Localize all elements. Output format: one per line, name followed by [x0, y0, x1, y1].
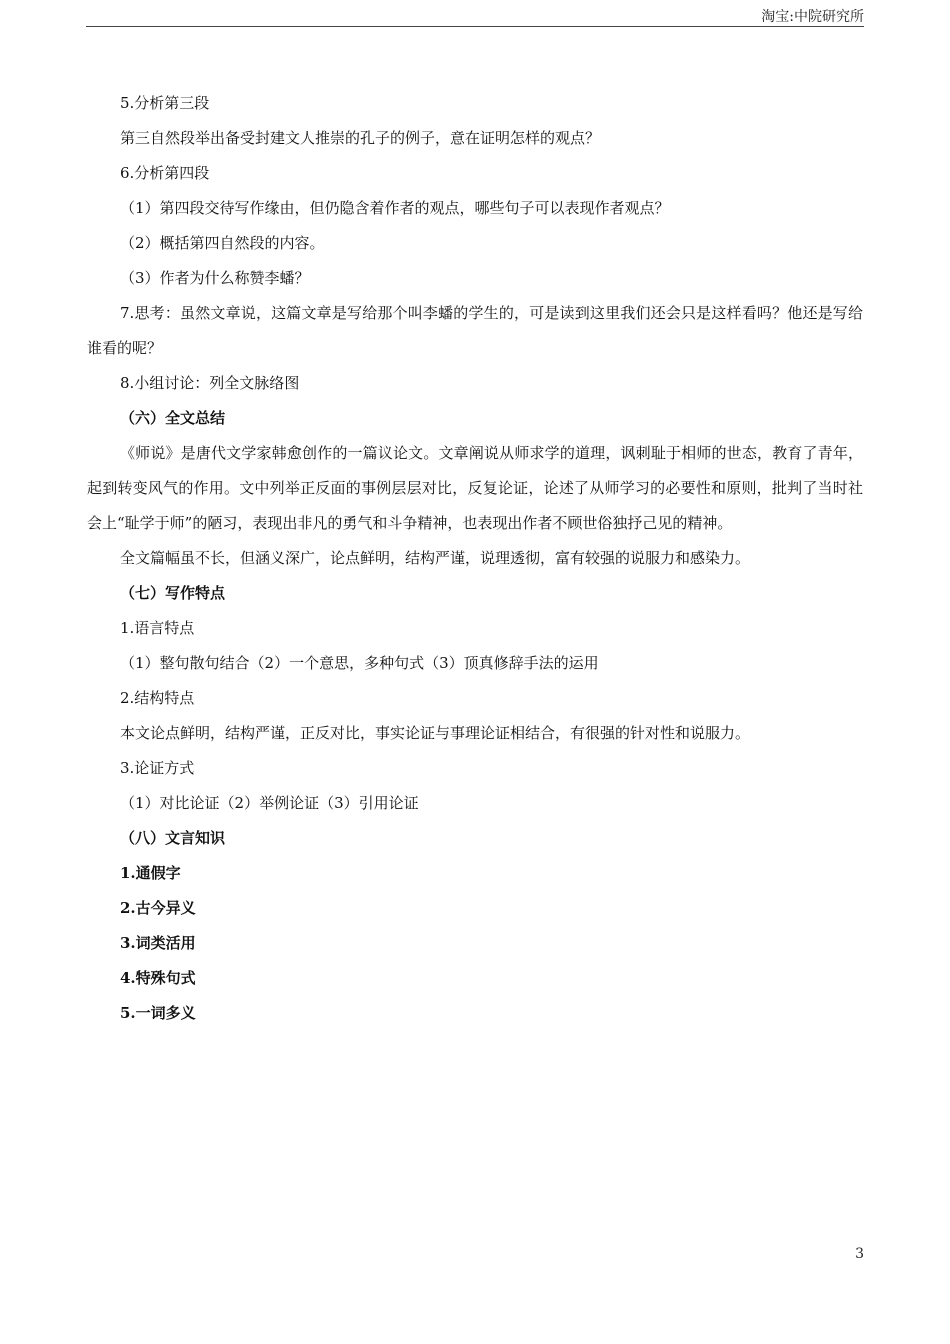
- item-6-question-1: （1）第四段交待写作缘由，但仍隐含着作者的观点，哪些句子可以表现作者观点？: [120, 199, 670, 217]
- summary-paragraph: 《师说》是唐代文学家韩愈创作的一篇议论文。文章阐说从师求学的道理，讽刺耻于相师的世态，教育了青年，起到转变风气的作用。文中列举正反面的事例层层对比，反复论证，论述了从师学习的必要性和原则，批判了当时社会上“耻学于师”的陋习，表现出非凡的勇气和斗争精神，也表现出作者不顾世俗独抒己见的精神。: [87, 444, 863, 532]
- section-7-heading: （七）写作特点: [120, 584, 226, 602]
- knowledge-item-1: 1.通假字: [120, 864, 181, 882]
- item-7-question: 7.思考：虽然文章说，这篇文章是写给那个叫李蟠的学生的，可是读到这里我们还会只是这样看吗？他还是写给谁看的呢？: [87, 304, 863, 357]
- item-6-question-3: （3）作者为什么称赞李蟠？: [120, 269, 310, 287]
- knowledge-item-5: 5.一词多义: [120, 1004, 196, 1022]
- knowledge-item-4: 4.特殊句式: [120, 969, 196, 987]
- item-5-question: 第三自然段举出备受封建文人推崇的孔子的例子，意在证明怎样的观点？: [120, 129, 601, 147]
- item-8-discussion: 8.小组讨论：列全文脉络图: [120, 374, 300, 392]
- item-5-heading: 5.分析第三段: [120, 94, 210, 112]
- argument-methods-list: （1）对比论证（2）举例论证（3）引用论证: [120, 794, 419, 812]
- knowledge-item-3: 3.词类活用: [120, 934, 196, 952]
- section-6-heading: （六）全文总结: [120, 409, 226, 427]
- language-features-heading: 1.语言特点: [120, 619, 195, 637]
- item-6-question-2: （2）概括第四自然段的内容。: [120, 234, 325, 252]
- header-divider: [86, 26, 864, 27]
- page-number: 3: [855, 1246, 864, 1262]
- document-body: [87, 86, 863, 1031]
- argument-methods-heading: 3.论证方式: [120, 759, 195, 777]
- knowledge-item-2: 2.古今异义: [120, 899, 196, 917]
- item-6-heading: 6.分析第四段: [120, 164, 210, 182]
- section-8-heading: （八）文言知识: [120, 829, 226, 847]
- language-features-list: （1）整句散句结合（2）一个意思，多种句式（3）顶真修辞手法的运用: [120, 654, 599, 672]
- structure-features-text: 本文论点鲜明，结构严谨，正反对比，事实论证与事理论证相结合，有很强的针对性和说服力。: [120, 724, 751, 742]
- structure-features-heading: 2.结构特点: [120, 689, 195, 707]
- header-text: 淘宝:中院研究所: [761, 9, 864, 25]
- summary-paragraph-2: 全文篇幅虽不长，但涵义深广，论点鲜明，结构严谨，说理透彻，富有较强的说服力和感染力。: [120, 549, 751, 567]
